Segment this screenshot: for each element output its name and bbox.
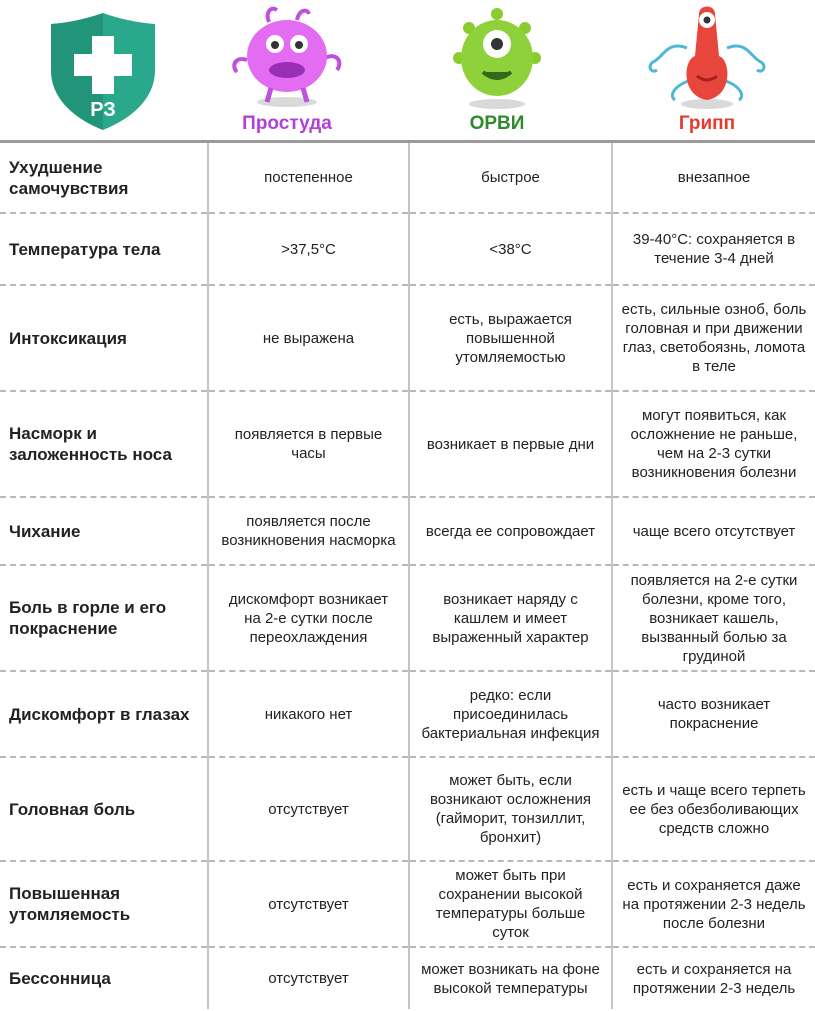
cold-cell: постепенное [208, 143, 409, 213]
cold-cell: отсутствует [208, 947, 409, 1009]
cold-cell: никакого нет [208, 671, 409, 757]
symptom-cell: Дискомфорт в глазах [0, 671, 208, 757]
cold-cell: появляется после возникновения насморка [208, 497, 409, 565]
table-row [0, 757, 815, 861]
symptom-cell: Бессонница [0, 947, 208, 1009]
table-row [0, 497, 815, 565]
cold-cell: появляется в первые часы [208, 391, 409, 497]
symptom-cell: Боль в горле и его покраснение [0, 565, 208, 671]
table-header [0, 0, 815, 141]
column-header-flu [607, 0, 807, 141]
column-header-cold [187, 0, 387, 141]
table-row [0, 671, 815, 757]
table-row [0, 285, 815, 391]
flu-cell: есть, сильные озноб, боль головная и при движении глаз, светобоязнь, ломота в теле [612, 285, 815, 391]
symptom-cell: Повышенная утомляемость [0, 861, 208, 947]
symptom-cell: Насморк и заложенность носа [0, 391, 208, 497]
orvi-cell: может быть, если возникают осложнения (гайморит, тонзиллит, бронхит) [409, 757, 612, 861]
table-row [0, 391, 815, 497]
table-row [0, 947, 815, 1009]
symptom-cell: Ухудшение самочувствия [0, 143, 208, 213]
cold-cell: >37,5°С [208, 213, 409, 285]
flu-germ-icon [607, 0, 807, 112]
orvi-germ-icon [397, 0, 597, 112]
orvi-cell: может возникать на фоне высокой температуры [409, 947, 612, 1009]
orvi-cell: редко: если присоединилась бактериальная инфекция [409, 671, 612, 757]
cold-cell: не выражена [208, 285, 409, 391]
symptom-cell: Интоксикация [0, 285, 208, 391]
column-label-cold: Простуда [242, 113, 332, 134]
orvi-cell: возникает в первые дни [409, 391, 612, 497]
flu-cell: часто возникает покраснение [612, 671, 815, 757]
orvi-cell: быстрое [409, 143, 612, 213]
flu-cell: 39-40°С: сохраняется в течение 3-4 дней [612, 213, 815, 285]
column-label-orvi: ОРВИ [469, 113, 525, 134]
table-row [0, 143, 815, 213]
cold-cell: дискомфорт возникает на 2-е сутки после переохлаждения [208, 565, 409, 671]
comparison-table [0, 143, 815, 1009]
flu-cell: чаще всего отсутствует [612, 497, 815, 565]
orvi-cell: <38°С [409, 213, 612, 285]
flu-cell: могут появиться, как осложнение не раньше, чем на 2-3 сутки возникновения болезни [612, 391, 815, 497]
orvi-cell: всегда ее сопровождает [409, 497, 612, 565]
flu-cell: внезапное [612, 143, 815, 213]
column-label-flu: Грипп [678, 113, 736, 134]
orvi-cell: может быть при сохранении высокой температуры больше суток [409, 861, 612, 947]
symptom-cell: Головная боль [0, 757, 208, 861]
table-row [0, 213, 815, 285]
table-row [0, 565, 815, 671]
orvi-cell: возникает наряду с кашлем и имеет выраженный характер [409, 565, 612, 671]
flu-cell: есть и чаще всего терпеть ее без обезболивающих средств сложно [612, 757, 815, 861]
flu-cell: появляется на 2-е сутки болезни, кроме того, возникает кашель, вызванный болью за грудиной [612, 565, 815, 671]
orvi-cell: есть, выражается повышенной утомляемостью [409, 285, 612, 391]
column-header-orvi [397, 0, 597, 141]
table-row [0, 861, 815, 947]
symptom-cell: Температура тела [0, 213, 208, 285]
flu-cell: есть и сохраняется на протяжении 2-3 недель [632, 960, 796, 997]
cold-germ-icon [187, 0, 387, 112]
shield-cross-icon [48, 10, 158, 132]
symptom-cell: Чихание [0, 497, 208, 565]
flu-cell: есть и сохраняется даже на протяжении 2-3 недель после болезни [612, 861, 815, 947]
cold-cell: отсутствует [208, 861, 409, 947]
logo-text: РЗ [90, 99, 116, 121]
cold-cell: отсутствует [208, 757, 409, 861]
logo [48, 10, 158, 132]
